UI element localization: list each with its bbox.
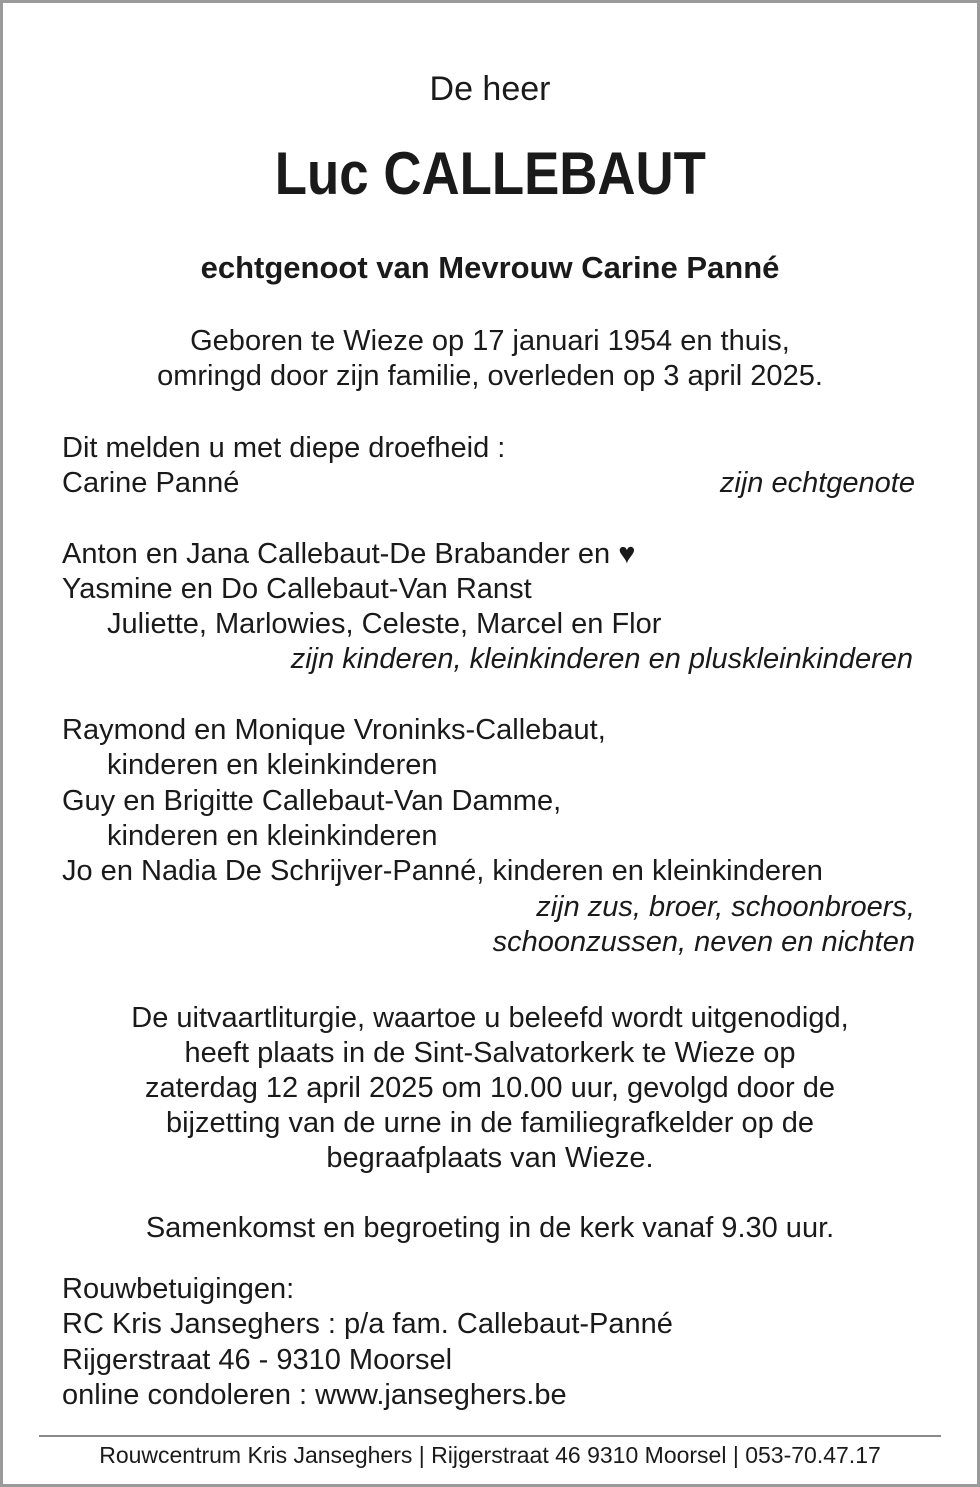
funeral-line: De uitvaartliturgie, waartoe u beleefd wordt uitgenodigd,	[131, 1002, 849, 1034]
deceased-name: Luc CALLEBAUT	[274, 140, 706, 207]
sibling-line: Guy en Brigitte Callebaut-Van Damme,	[62, 785, 562, 817]
funeral-line: heeft plaats in de Sint-Salvatorkerk te Wieze op	[184, 1037, 796, 1069]
funeral-text	[3, 1001, 977, 1176]
birth-death-line: omringd door zijn familie, overleden op 3 april 2025.	[157, 360, 823, 392]
funeral-line: zaterdag 12 april 2025 om 10.00 uur, gevolgd door de	[144, 1072, 836, 1104]
grandchildren-line: Juliette, Marlowies, Celeste, Marcel en Flor	[107, 608, 662, 640]
sibling-subline: kinderen en kleinkinderen	[107, 820, 438, 852]
funeral-line: bijzetting van de urne in de familiegrafkelder op de	[165, 1107, 815, 1139]
spouse-line: echtgenoot van Mevrouw Carine Panné	[200, 250, 780, 285]
footer-text: Rouwcentrum Kris Janseghers | Rijgerstraat 46 9310 Moorsel | 053-70.47.17	[99, 1442, 881, 1468]
children-relation: zijn kinderen, kleinkinderen en pluskleinkinderen	[290, 643, 913, 675]
condolences-address-line: Rijgerstraat 46 - 9310 Moorsel	[62, 1344, 453, 1376]
sibling-subline: kinderen en kleinkinderen	[107, 749, 438, 781]
birth-death-text	[3, 324, 977, 394]
title-prefix: De heer	[429, 70, 551, 108]
footer-divider	[39, 1435, 941, 1437]
birth-death-line: Geboren te Wieze op 17 januari 1954 en thuis,	[190, 325, 790, 357]
spouse-name: Carine Panné	[62, 467, 240, 499]
spouse-relation: zijn echtgenote	[719, 467, 915, 499]
condolences-address-line: RC Kris Janseghers : p/a fam. Callebaut-Panné	[62, 1308, 673, 1340]
funeral-line: begraafplaats van Wieze.	[326, 1142, 654, 1174]
announcement-intro: Dit melden u met diepe droefheid :	[62, 432, 506, 464]
condolences-heading: Rouwbetuigingen:	[62, 1273, 295, 1305]
siblings-relation-line: schoonzussen, neven en nichten	[492, 926, 915, 958]
siblings-relation-line: zijn zus, broer, schoonbroers,	[536, 891, 915, 923]
sibling-line: Raymond en Monique Vroninks-Callebaut,	[62, 714, 606, 746]
sibling-line: Jo en Nadia De Schrijver-Panné, kinderen en kleinkinderen	[62, 855, 823, 887]
gathering-text: Samenkomst en begroeting in de kerk vanaf 9.30 uur.	[145, 1212, 835, 1244]
online-condolences-line: online condoleren : www.janseghers.be	[62, 1379, 567, 1411]
child-line: Anton en Jana Callebaut-De Brabander en ♥	[62, 538, 636, 570]
child-line: Yasmine en Do Callebaut-Van Ranst	[62, 573, 532, 605]
